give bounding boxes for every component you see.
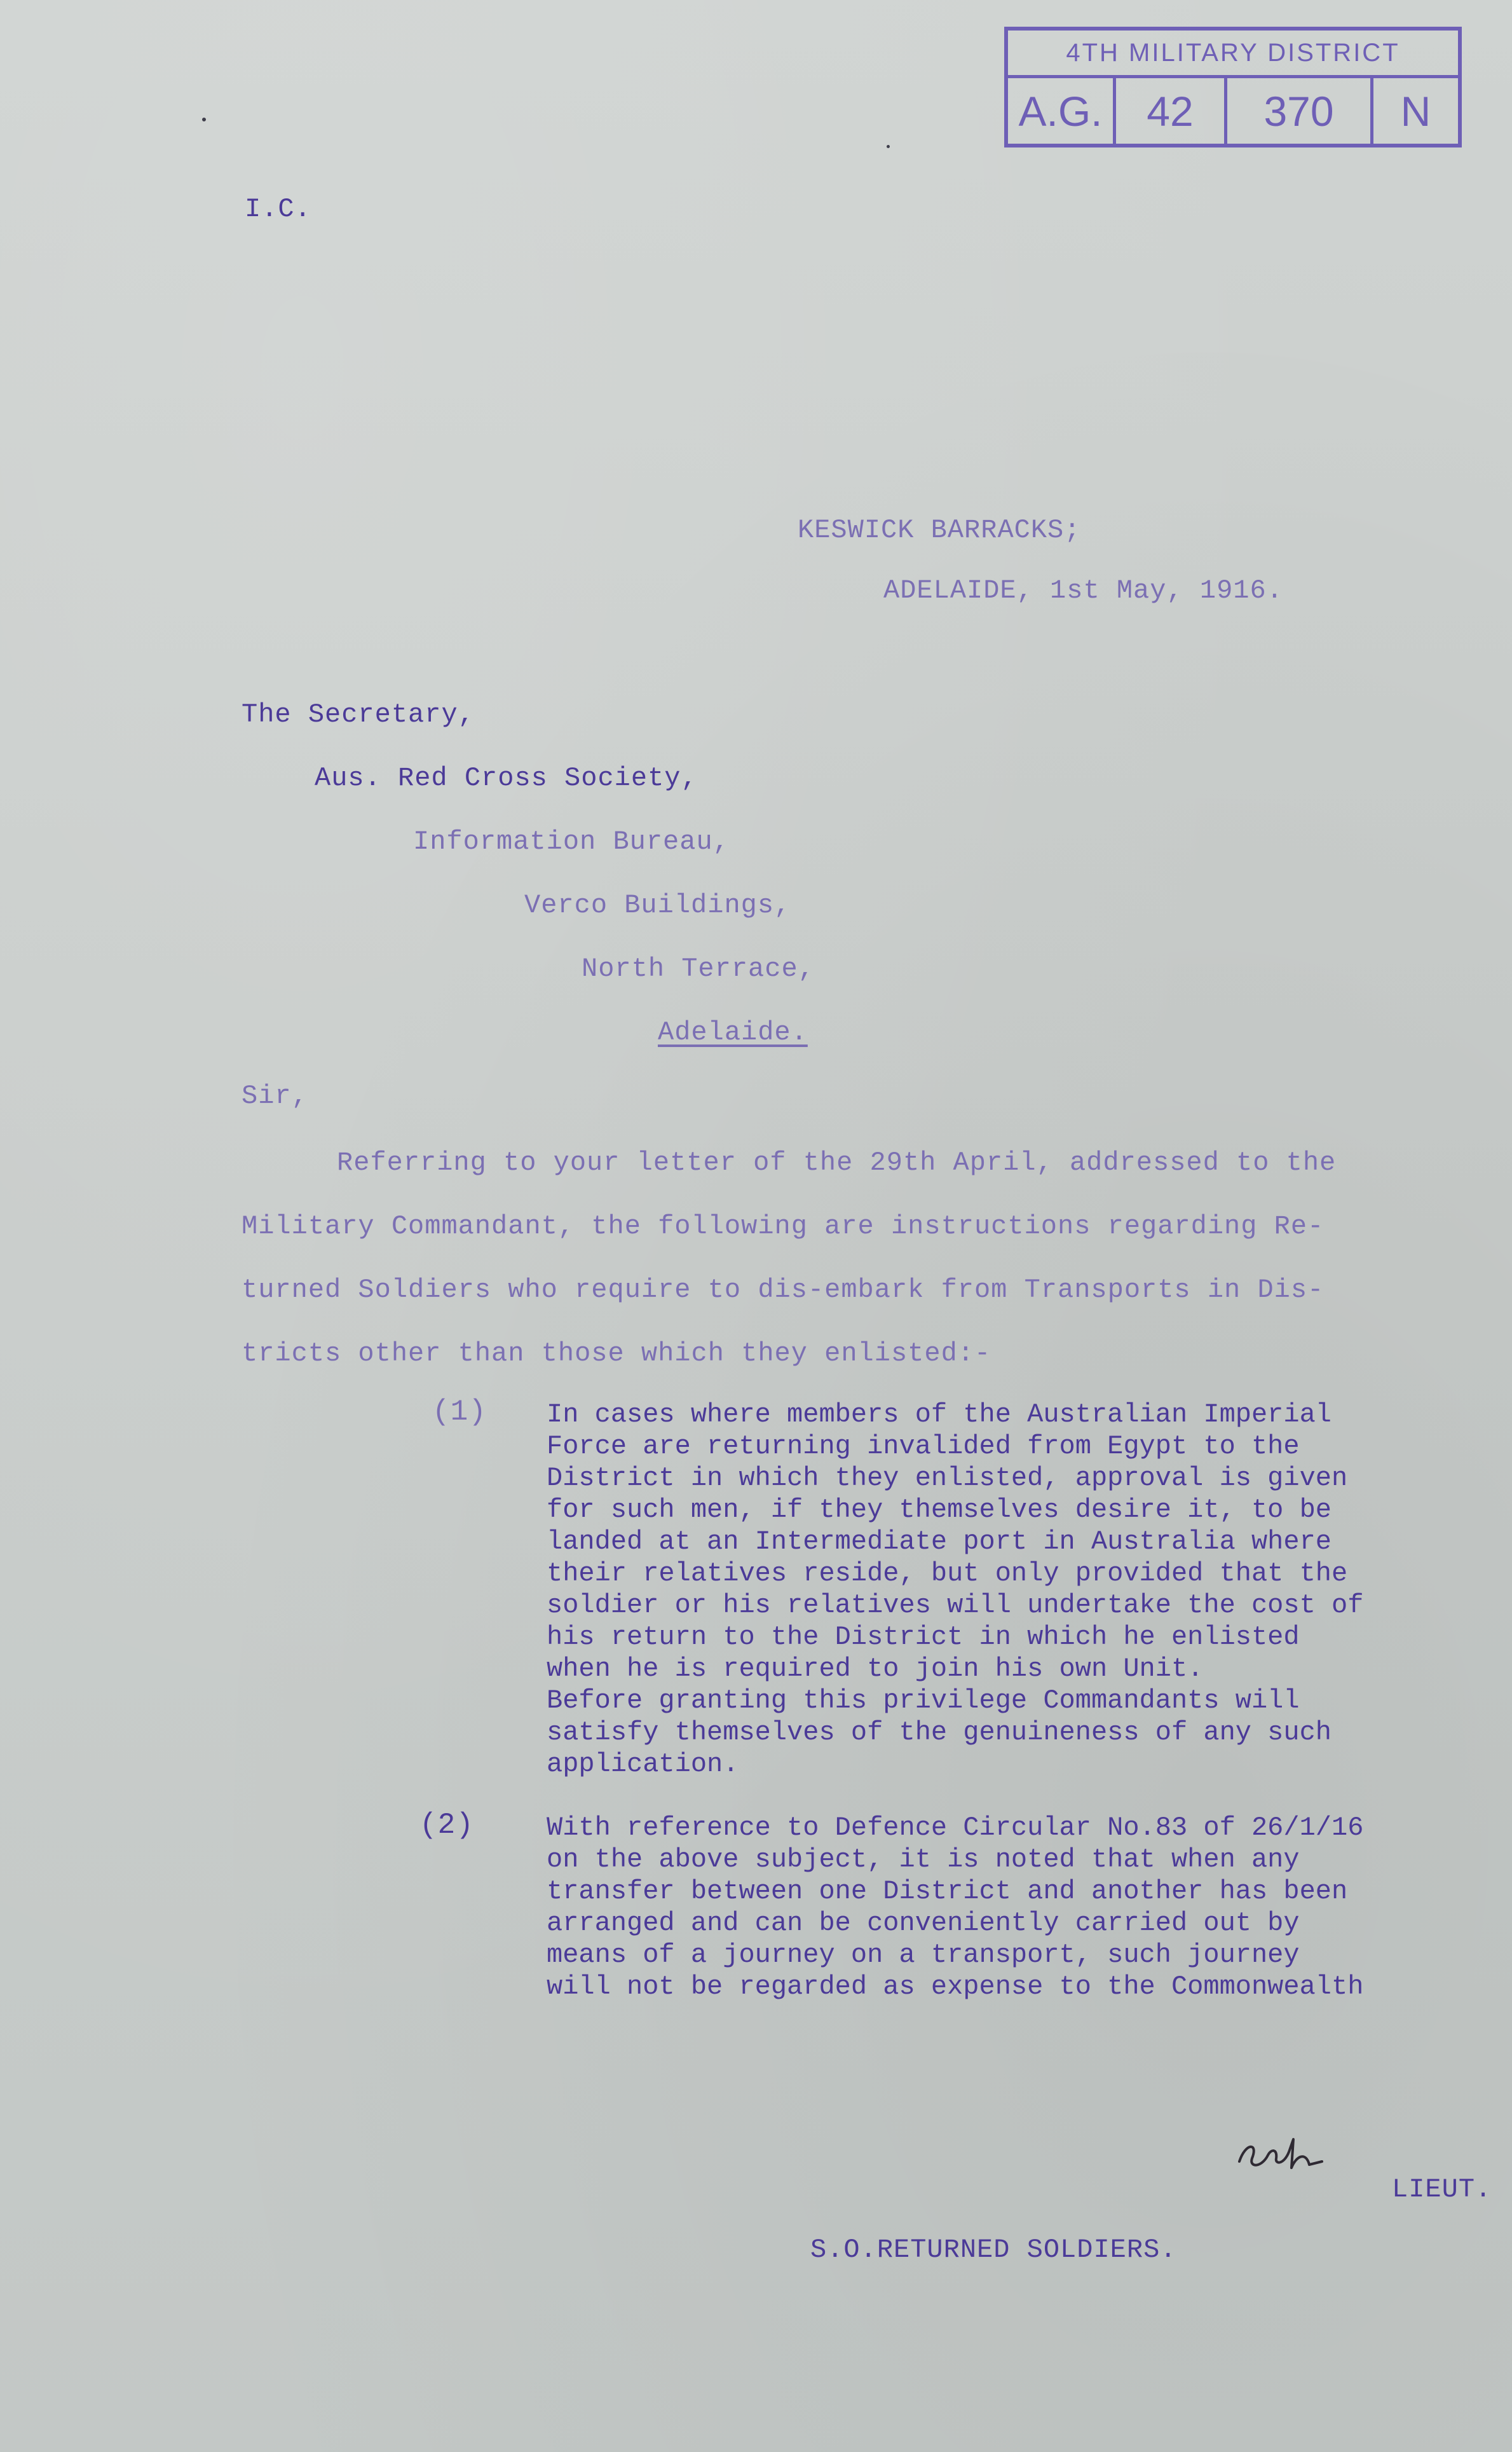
- item-1-line: Before granting this privilege Commandants will: [547, 1685, 1300, 1716]
- item-2-text: [547, 1812, 1500, 2003]
- item-1-line: for such men, if they themselves desire it, to be: [547, 1495, 1332, 1525]
- item-1-line: their relatives reside, but only provided that the: [547, 1558, 1348, 1589]
- item-2-line: means of a journey on a transport, such journey: [547, 1940, 1300, 1970]
- body-line-2: Military Commandant, the following are instructions regarding Re-: [242, 1211, 1325, 1242]
- stamp-row: [1008, 78, 1458, 144]
- recipient-line-6: Adelaide.: [658, 1017, 808, 1048]
- signature-rank: LIEUT.: [1392, 2174, 1492, 2205]
- item-1-line: soldier or his relatives will undertake the cost of: [547, 1590, 1364, 1620]
- item-1-line: In cases where members of the Australian Imperial: [547, 1399, 1332, 1430]
- item-1-line: application.: [547, 1749, 739, 1779]
- item-1-line: satisfy themselves of the genuineness of any such: [547, 1717, 1332, 1748]
- item-1-line: when he is required to join his own Unit.: [547, 1654, 1204, 1684]
- recipient-line-4: Verco Buildings,: [524, 890, 791, 921]
- item-2-line: on the above subject, it is noted that when any: [547, 1844, 1300, 1875]
- recipient-line-2: Aus. Red Cross Society,: [315, 763, 698, 793]
- recipient-line-1: The Secretary,: [242, 699, 475, 730]
- date-line: ADELAIDE, 1st May, 1916.: [883, 575, 1283, 606]
- stamp-cell-file: 370: [1227, 78, 1373, 144]
- reference-code: I.C.: [245, 194, 311, 224]
- stamp-cell-mark: N: [1400, 87, 1431, 135]
- item-1-line: his return to the District in which he enlisted: [547, 1622, 1300, 1652]
- handwritten-signature: [1233, 2130, 1335, 2181]
- item-2-line: will not be regarded as expense to the Commonwealth: [547, 1971, 1364, 2002]
- item-2-line: arranged and can be conveniently carried out by: [547, 1908, 1300, 1938]
- body-line-4: tricts other than those which they enlisted:-: [242, 1338, 991, 1369]
- paper-speck: [202, 118, 206, 121]
- stamp-header: 4TH MILITARY DISTRICT: [1008, 31, 1458, 78]
- item-1-line: Force are returning invalided from Egypt to the: [547, 1431, 1300, 1462]
- item-2-line: With reference to Defence Circular No.83 of 26/1/16: [547, 1812, 1364, 1843]
- item-1-number: (1): [432, 1395, 487, 1428]
- stamp-cell-ag: A.G.: [1008, 78, 1116, 144]
- salutation: Sir,: [242, 1081, 308, 1111]
- district-stamp: [1004, 27, 1462, 147]
- bleed-through-watermark: [496, 280, 540, 429]
- body-line-3: turned Soldiers who require to dis-embark from Transports in Dis-: [242, 1275, 1325, 1305]
- item-1-text: [547, 1399, 1500, 1780]
- item-1-line: landed at an Intermediate port in Australia where: [547, 1526, 1332, 1557]
- address-line: KESWICK BARRACKS;: [798, 515, 1081, 545]
- recipient-line-3: Information Bureau,: [413, 826, 730, 857]
- item-2-line: transfer between one District and another has been: [547, 1876, 1348, 1907]
- item-2-number: (2): [419, 1809, 474, 1842]
- body-line-1: Referring to your letter of the 29th April, addressed to the: [337, 1147, 1337, 1178]
- item-1-line: District in which they enlisted, approval is given: [547, 1463, 1348, 1493]
- stamp-cell-number: 42: [1116, 78, 1227, 144]
- recipient-line-5: North Terrace,: [582, 954, 815, 984]
- signature-title: S.O.RETURNED SOLDIERS.: [810, 2235, 1177, 2265]
- paper-speck: [887, 145, 890, 148]
